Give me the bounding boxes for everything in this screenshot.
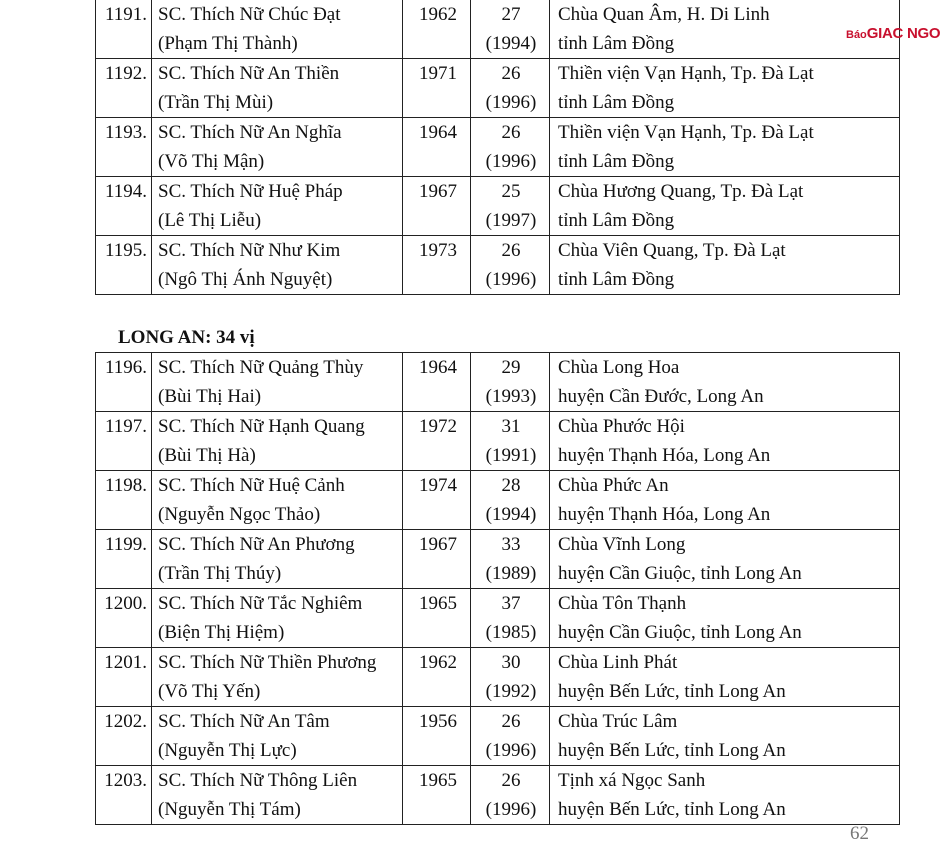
table-row (96, 530, 900, 589)
entry-number: 1196. (96, 353, 152, 412)
monastic-name: SC. Thích Nữ Chúc Đạt (Phạm Thị Thành) (152, 0, 403, 59)
entry-number: 1202. (96, 707, 152, 766)
entry-number: 1198. (96, 471, 152, 530)
birth-year: 1962 (403, 648, 471, 707)
ordination-age: 29 (1993) (471, 353, 550, 412)
table-row (96, 648, 900, 707)
temple-location: Thiền viện Vạn Hạnh, Tp. Đà Lạt tỉnh Lâm Đồng (550, 118, 900, 177)
entry-number: 1203. (96, 766, 152, 825)
birth-year: 1973 (403, 236, 471, 295)
monastic-name: SC. Thích Nữ Tắc Nghiêm (Biện Thị Hiệm) (152, 589, 403, 648)
monastic-name: SC. Thích Nữ Thông Liên (Nguyễn Thị Tám) (152, 766, 403, 825)
monastic-name: SC. Thích Nữ Huệ Pháp (Lê Thị Liễu) (152, 177, 403, 236)
birth-year: 1956 (403, 707, 471, 766)
ordination-age: 31 (1991) (471, 412, 550, 471)
monastic-name: SC. Thích Nữ An Nghĩa (Võ Thị Mận) (152, 118, 403, 177)
birth-year: 1967 (403, 530, 471, 589)
logo-prefix: Báo (846, 29, 867, 41)
monastic-name: SC. Thích Nữ Huệ Cảnh (Nguyễn Ngọc Thảo) (152, 471, 403, 530)
temple-location: Chùa Long Hoa huyện Cần Đước, Long An (550, 353, 900, 412)
birth-year: 1964 (403, 118, 471, 177)
register-table-lam-dong (95, 0, 900, 295)
newspaper-logo (846, 26, 940, 43)
ordination-age: 37 (1985) (471, 589, 550, 648)
entry-number: 1191. (96, 0, 152, 59)
entry-number: 1195. (96, 236, 152, 295)
birth-year: 1974 (403, 471, 471, 530)
ordination-age: 30 (1992) (471, 648, 550, 707)
temple-location: Chùa Vĩnh Long huyện Cần Giuộc, tỉnh Long An (550, 530, 900, 589)
ordination-age: 28 (1994) (471, 471, 550, 530)
register-table-long-an (95, 352, 900, 825)
monastic-name: SC. Thích Nữ Hạnh Quang (Bùi Thị Hà) (152, 412, 403, 471)
table-row (96, 177, 900, 236)
monastic-name: SC. Thích Nữ An Tâm (Nguyễn Thị Lực) (152, 707, 403, 766)
monastic-name: SC. Thích Nữ An Thiền (Trần Thị Mùi) (152, 59, 403, 118)
entry-number: 1200. (96, 589, 152, 648)
ordination-age: 26 (1996) (471, 118, 550, 177)
birth-year: 1971 (403, 59, 471, 118)
ordination-age: 33 (1989) (471, 530, 550, 589)
temple-location: Chùa Phước Hội huyện Thạnh Hóa, Long An (550, 412, 900, 471)
table-row (96, 0, 900, 59)
ordination-age: 27 (1994) (471, 0, 550, 59)
monastic-name: SC. Thích Nữ An Phương (Trần Thị Thúy) (152, 530, 403, 589)
ordination-age: 26 (1996) (471, 766, 550, 825)
birth-year: 1972 (403, 412, 471, 471)
temple-location: Thiền viện Vạn Hạnh, Tp. Đà Lạt tỉnh Lâm Đồng (550, 59, 900, 118)
entry-number: 1197. (96, 412, 152, 471)
table-row (96, 471, 900, 530)
table-row (96, 353, 900, 412)
ordination-age: 26 (1996) (471, 236, 550, 295)
table-row (96, 766, 900, 825)
section-title: LONG AN: 34 vị (118, 327, 255, 348)
temple-location: Chùa Trúc Lâm huyện Bến Lức, tỉnh Long An (550, 707, 900, 766)
table-row (96, 118, 900, 177)
logo-name: GIAC NGO (866, 25, 941, 42)
temple-location: Chùa Linh Phát huyện Bến Lức, tỉnh Long An (550, 648, 900, 707)
table-row (96, 59, 900, 118)
ordination-age: 25 (1997) (471, 177, 550, 236)
entry-number: 1199. (96, 530, 152, 589)
birth-year: 1967 (403, 177, 471, 236)
ordination-age: 26 (1996) (471, 707, 550, 766)
entry-number: 1201. (96, 648, 152, 707)
ordination-age: 26 (1996) (471, 59, 550, 118)
entry-number: 1194. (96, 177, 152, 236)
birth-year: 1962 (403, 0, 471, 59)
monastic-name: SC. Thích Nữ Như Kim (Ngô Thị Ánh Nguyệt) (152, 236, 403, 295)
page-number: 62 (850, 823, 869, 844)
table-row (96, 412, 900, 471)
monastic-name: SC. Thích Nữ Thiền Phương (Võ Thị Yến) (152, 648, 403, 707)
temple-location: Chùa Hương Quang, Tp. Đà Lạt tỉnh Lâm Đồng (550, 177, 900, 236)
table-row (96, 589, 900, 648)
birth-year: 1965 (403, 589, 471, 648)
monastic-name: SC. Thích Nữ Quảng Thùy (Bùi Thị Hai) (152, 353, 403, 412)
temple-location: Chùa Tôn Thạnh huyện Cần Giuộc, tỉnh Long An (550, 589, 900, 648)
temple-location: Chùa Viên Quang, Tp. Đà Lạt tỉnh Lâm Đồng (550, 236, 900, 295)
entry-number: 1193. (96, 118, 152, 177)
entry-number: 1192. (96, 59, 152, 118)
table-row (96, 707, 900, 766)
table-row (96, 236, 900, 295)
temple-location: Chùa Phức An huyện Thạnh Hóa, Long An (550, 471, 900, 530)
temple-location: Chùa Quan Âm, H. Di Linh tỉnh Lâm Đồng (550, 0, 900, 59)
temple-location: Tịnh xá Ngọc Sanh huyện Bến Lức, tỉnh Long An (550, 766, 900, 825)
birth-year: 1965 (403, 766, 471, 825)
birth-year: 1964 (403, 353, 471, 412)
